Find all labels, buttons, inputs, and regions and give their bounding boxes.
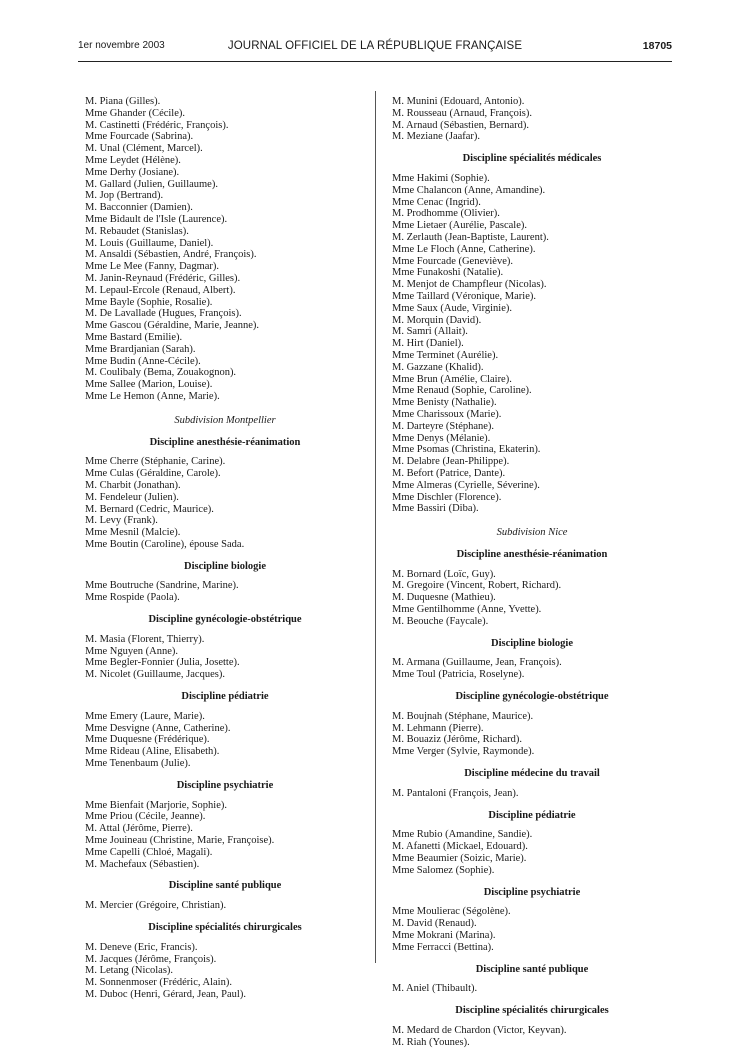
name-entry: M. Machefaux (Sébastien). — [85, 858, 200, 870]
name-entry: Mme Capelli (Chloé, Magali). — [85, 846, 213, 858]
name-entry: Mme Bastard (Emilie). — [85, 331, 183, 343]
subdivision-heading: Subdivision Nice — [496, 527, 568, 539]
name-entry: M. Darteyre (Stéphane). — [392, 420, 495, 432]
name-list — [85, 634, 365, 681]
name-list — [392, 711, 672, 758]
name-entry: Mme Fourcade (Geneviève). — [392, 255, 513, 267]
name-entry: M. Lepaul-Ercole (Renaud, Albert). — [85, 284, 236, 296]
issue-date: 1er novembre 2003 — [78, 40, 165, 51]
name-entry: M. Bernard (Cedric, Maurice). — [85, 503, 214, 515]
name-entry: M. Delabre (Jean-Philippe). — [392, 456, 510, 468]
name-entry: Mme Bidault de l'Isle (Laurence). — [85, 213, 228, 225]
name-entry: M. Meziane (Jaafar). — [392, 131, 481, 143]
name-entry: Mme Nguyen (Anne). — [85, 645, 179, 657]
name-entry: Mme Dischler (Florence). — [392, 491, 502, 503]
name-list — [85, 456, 365, 550]
name-list — [392, 983, 672, 995]
name-entry: M. Befort (Patrice, Dante). — [392, 467, 506, 479]
name-entry: Mme Charissoux (Marie). — [392, 408, 502, 420]
name-list — [392, 829, 672, 876]
name-entry: Mme Beaumier (Soizic, Marie). — [392, 853, 527, 865]
name-entry: M. Letang (Nicolas). — [85, 965, 174, 977]
name-entry: Mme Desvigne (Anne, Catherine). — [85, 722, 231, 734]
name-entry: M. David (Renaud). — [392, 918, 477, 930]
name-entry: M. Afanetti (Mickael, Edouard). — [392, 841, 528, 853]
name-entry: Mme Emery (Laure, Marie). — [85, 710, 205, 722]
name-entry: Mme Rideau (Aline, Elisabeth). — [85, 746, 220, 758]
name-entry: M. Jop (Bertrand). — [85, 190, 164, 202]
name-entry: Mme Boutruche (Sandrine, Marine). — [85, 580, 239, 592]
name-entry: Mme Chalancon (Anne, Amandine). — [392, 184, 546, 196]
name-list — [85, 900, 365, 912]
discipline-heading: Discipline pédiatrie — [181, 691, 269, 703]
name-entry: M. Beouche (Faycale). — [392, 615, 489, 627]
discipline-heading: Discipline pédiatrie — [488, 809, 576, 821]
name-entry: M. Coulibaly (Bema, Zouakognon). — [85, 367, 237, 379]
name-entry: Mme Rubio (Amandine, Sandie). — [392, 829, 533, 841]
name-entry: Mme Begler-Fonnier (Julia, Josette). — [85, 657, 240, 669]
name-entry: M. Louis (Guillaume, Daniel). — [85, 237, 214, 249]
name-entry: M. Riah (Younes). — [392, 1036, 470, 1048]
name-entry: M. Armana (Guillaume, Jean, François). — [392, 657, 562, 669]
name-list — [85, 800, 365, 871]
name-entry: Mme Bienfait (Marjorie, Sophie). — [85, 799, 228, 811]
name-entry: M. Attal (Jérôme, Pierre). — [85, 823, 193, 835]
name-entry: Mme Le Floch (Anne, Catherine). — [392, 243, 536, 255]
name-entry: M. Levy (Frank). — [85, 515, 158, 527]
name-entry: Mme Brardjanian (Sarah). — [85, 343, 196, 355]
name-entry: M. Aniel (Thibault). — [392, 983, 478, 995]
discipline-heading: Discipline médecine du travail — [464, 768, 600, 780]
name-entry: Mme Le Mee (Fanny, Dagmar). — [85, 261, 220, 273]
page-number: 18705 — [642, 40, 672, 52]
page-header — [78, 40, 672, 56]
subdivision-heading: Subdivision Montpellier — [174, 414, 276, 426]
name-entry: Mme Jouineau (Christine, Marie, Françoise). — [85, 835, 275, 847]
name-entry: Mme Funakoshi (Natalie). — [392, 267, 504, 279]
discipline-heading: Discipline psychiatrie — [483, 886, 581, 898]
discipline-heading: Discipline santé publique — [168, 880, 282, 892]
name-entry: Mme Brun (Amélie, Claire). — [392, 373, 512, 385]
name-list — [392, 96, 672, 143]
name-entry: Mme Verger (Sylvie, Raymonde). — [392, 746, 535, 758]
name-entry: Mme Saux (Aude, Virginie). — [392, 302, 513, 314]
name-entry: M. Pantaloni (François, Jean). — [392, 787, 519, 799]
name-list — [85, 711, 365, 770]
name-entry: M. Duquesne (Mathieu). — [392, 592, 496, 604]
name-entry: M. Medard de Chardon (Victor, Keyvan). — [392, 1025, 567, 1036]
name-entry: Mme Cenac (Ingrid). — [392, 196, 481, 208]
name-list — [392, 173, 672, 515]
name-entry: M. Ansaldi (Sébastien, André, François). — [85, 249, 257, 261]
discipline-heading: Discipline spécialités chirurgicales — [148, 922, 302, 934]
name-entry: Mme Benisty (Nathalie). — [392, 397, 497, 409]
name-entry: M. Castinetti (Frédéric, François). — [85, 119, 229, 131]
discipline-heading: Discipline gynécologie-obstétrique — [455, 691, 609, 703]
name-entry: Mme Terminet (Aurélie). — [392, 349, 499, 361]
name-entry: Mme Psomas (Christina, Ekaterin). — [392, 444, 541, 456]
right-column — [392, 96, 672, 1049]
name-entry: Mme Le Hemon (Anne, Marie). — [85, 390, 220, 402]
name-entry: M. Mercier (Grégoire, Christian). — [85, 900, 227, 912]
name-list — [392, 657, 672, 681]
name-entry: M. Rousseau (Arnaud, François). — [392, 107, 532, 119]
name-entry: Mme Gentilhomme (Anne, Yvette). — [392, 604, 542, 616]
name-entry: M. Bornard (Loïc, Guy). — [392, 568, 496, 580]
discipline-heading: Discipline biologie — [184, 560, 266, 572]
name-entry: M. Masia (Florent, Thierry). — [85, 633, 205, 645]
name-list — [85, 96, 365, 403]
name-entry: Mme Sallee (Marion, Louise). — [85, 379, 213, 391]
name-entry: M. Gregoire (Vincent, Robert, Richard). — [392, 580, 562, 592]
name-entry: M. Arnaud (Sébastien, Bernard). — [392, 119, 530, 131]
discipline-heading: Discipline gynécologie-obstétrique — [148, 614, 302, 626]
name-entry: M. De Lavallade (Hugues, François). — [85, 308, 242, 320]
name-entry: M. Fendeleur (Julien). — [85, 491, 179, 503]
name-entry: M. Menjot de Champfleur (Nicolas). — [392, 279, 547, 291]
name-entry: M. Rebaudet (Stanislas). — [85, 225, 189, 237]
name-entry: Mme Cherre (Stéphanie, Carine). — [85, 456, 226, 468]
name-entry: M. Samri (Allait). — [392, 326, 468, 338]
name-entry: M. Munini (Edouard, Antonio). — [392, 96, 525, 107]
name-entry: Mme Taillard (Véronique, Marie). — [392, 290, 536, 302]
name-entry: Mme Tenenbaum (Julie). — [85, 758, 191, 770]
name-entry: Mme Toul (Patricia, Roselyne). — [392, 669, 525, 681]
discipline-heading: Discipline spécialités médicales — [462, 153, 602, 165]
name-entry: M. Charbit (Jonathan). — [85, 479, 181, 491]
name-list — [392, 788, 672, 800]
name-entry: M. Gazzane (Khalid). — [392, 361, 484, 373]
name-list — [392, 569, 672, 628]
name-entry: Mme Mesnil (Malcie). — [85, 527, 181, 539]
discipline-heading: Discipline santé publique — [475, 963, 589, 975]
name-entry: Mme Derhy (Josiane). — [85, 166, 180, 178]
discipline-heading: Discipline anesthésie-réanimation — [456, 548, 608, 560]
name-entry: M. Prodhomme (Olivier). — [392, 208, 500, 220]
name-entry: M. Unal (Clément, Marcel). — [85, 143, 203, 155]
name-entry: M. Jacques (Jérôme, François). — [85, 953, 217, 965]
name-entry: M. Lehmann (Pierre). — [392, 722, 484, 734]
name-entry: M. Janin-Reynaud (Frédéric, Gilles). — [85, 272, 241, 284]
name-entry: M. Sonnenmoser (Frédéric, Alain). — [85, 977, 232, 989]
name-entry: Mme Duquesne (Frédérique). — [85, 734, 210, 746]
journal-title: JOURNAL OFFICIEL DE LA RÉPUBLIQUE FRANÇAISE — [227, 40, 523, 52]
name-list — [85, 942, 365, 1001]
name-entry: Mme Ferracci (Bettina). — [392, 941, 494, 953]
name-entry: Mme Almeras (Cyrielle, Séverine). — [392, 479, 540, 491]
name-entry: Mme Culas (Géraldine, Carole). — [85, 468, 221, 480]
name-entry: M. Piana (Gilles). — [85, 96, 161, 107]
name-entry: Mme Ghander (Cécile). — [85, 107, 186, 119]
discipline-heading: Discipline anesthésie-réanimation — [149, 436, 301, 448]
name-entry: Mme Budin (Anne-Cécile). — [85, 355, 201, 367]
name-list — [392, 1025, 672, 1049]
name-entry: Mme Priou (Cécile, Jeanne). — [85, 811, 206, 823]
name-list — [392, 906, 672, 953]
name-entry: Mme Hakimi (Sophie). — [392, 172, 490, 184]
name-entry: Mme Denys (Mélanie). — [392, 432, 491, 444]
discipline-heading: Discipline spécialités chirurgicales — [455, 1005, 609, 1017]
name-entry: M. Morquin (David). — [392, 314, 482, 326]
name-entry: Mme Moulierac (Ségolène). — [392, 906, 511, 918]
name-entry: M. Boujnah (Stéphane, Maurice). — [392, 710, 534, 722]
name-entry: Mme Renaud (Sophie, Caroline). — [392, 385, 532, 397]
name-entry: Mme Fourcade (Sabrina). — [85, 131, 194, 143]
name-entry: Mme Boutin (Caroline), épouse Sada. — [85, 538, 245, 550]
name-entry: Mme Rospide (Paola). — [85, 592, 180, 604]
name-entry: Mme Lietaer (Aurélie, Pascale). — [392, 220, 527, 232]
name-entry: M. Bacconnier (Damien). — [85, 202, 193, 214]
name-entry: M. Zerlauth (Jean-Baptiste, Laurent). — [392, 231, 549, 243]
left-column — [85, 96, 365, 1001]
name-entry: Mme Mokrani (Marina). — [392, 930, 496, 942]
name-entry: Mme Bayle (Sophie, Rosalie). — [85, 296, 213, 308]
discipline-heading: Discipline biologie — [491, 637, 573, 649]
name-entry: Mme Salomez (Sophie). — [392, 864, 495, 876]
name-entry: M. Hirt (Daniel). — [392, 338, 464, 350]
name-entry: M. Gallard (Julien, Guillaume). — [85, 178, 218, 190]
name-list — [85, 580, 365, 604]
name-entry: M. Nicolet (Guillaume, Jacques). — [85, 669, 225, 681]
name-entry: M. Deneve (Eric, Francis). — [85, 941, 198, 953]
name-entry: Mme Leydet (Hélène). — [85, 154, 181, 166]
header-rule — [78, 61, 672, 62]
column-divider — [375, 91, 376, 963]
name-entry: Mme Gascou (Géraldine, Marie, Jeanne). — [85, 320, 260, 332]
discipline-heading: Discipline psychiatrie — [176, 779, 274, 791]
name-entry: M. Duboc (Henri, Gérard, Jean, Paul). — [85, 989, 246, 1000]
name-entry: Mme Bassiri (Diba). — [392, 503, 479, 515]
name-entry: M. Bouaziz (Jérôme, Richard). — [392, 734, 523, 746]
